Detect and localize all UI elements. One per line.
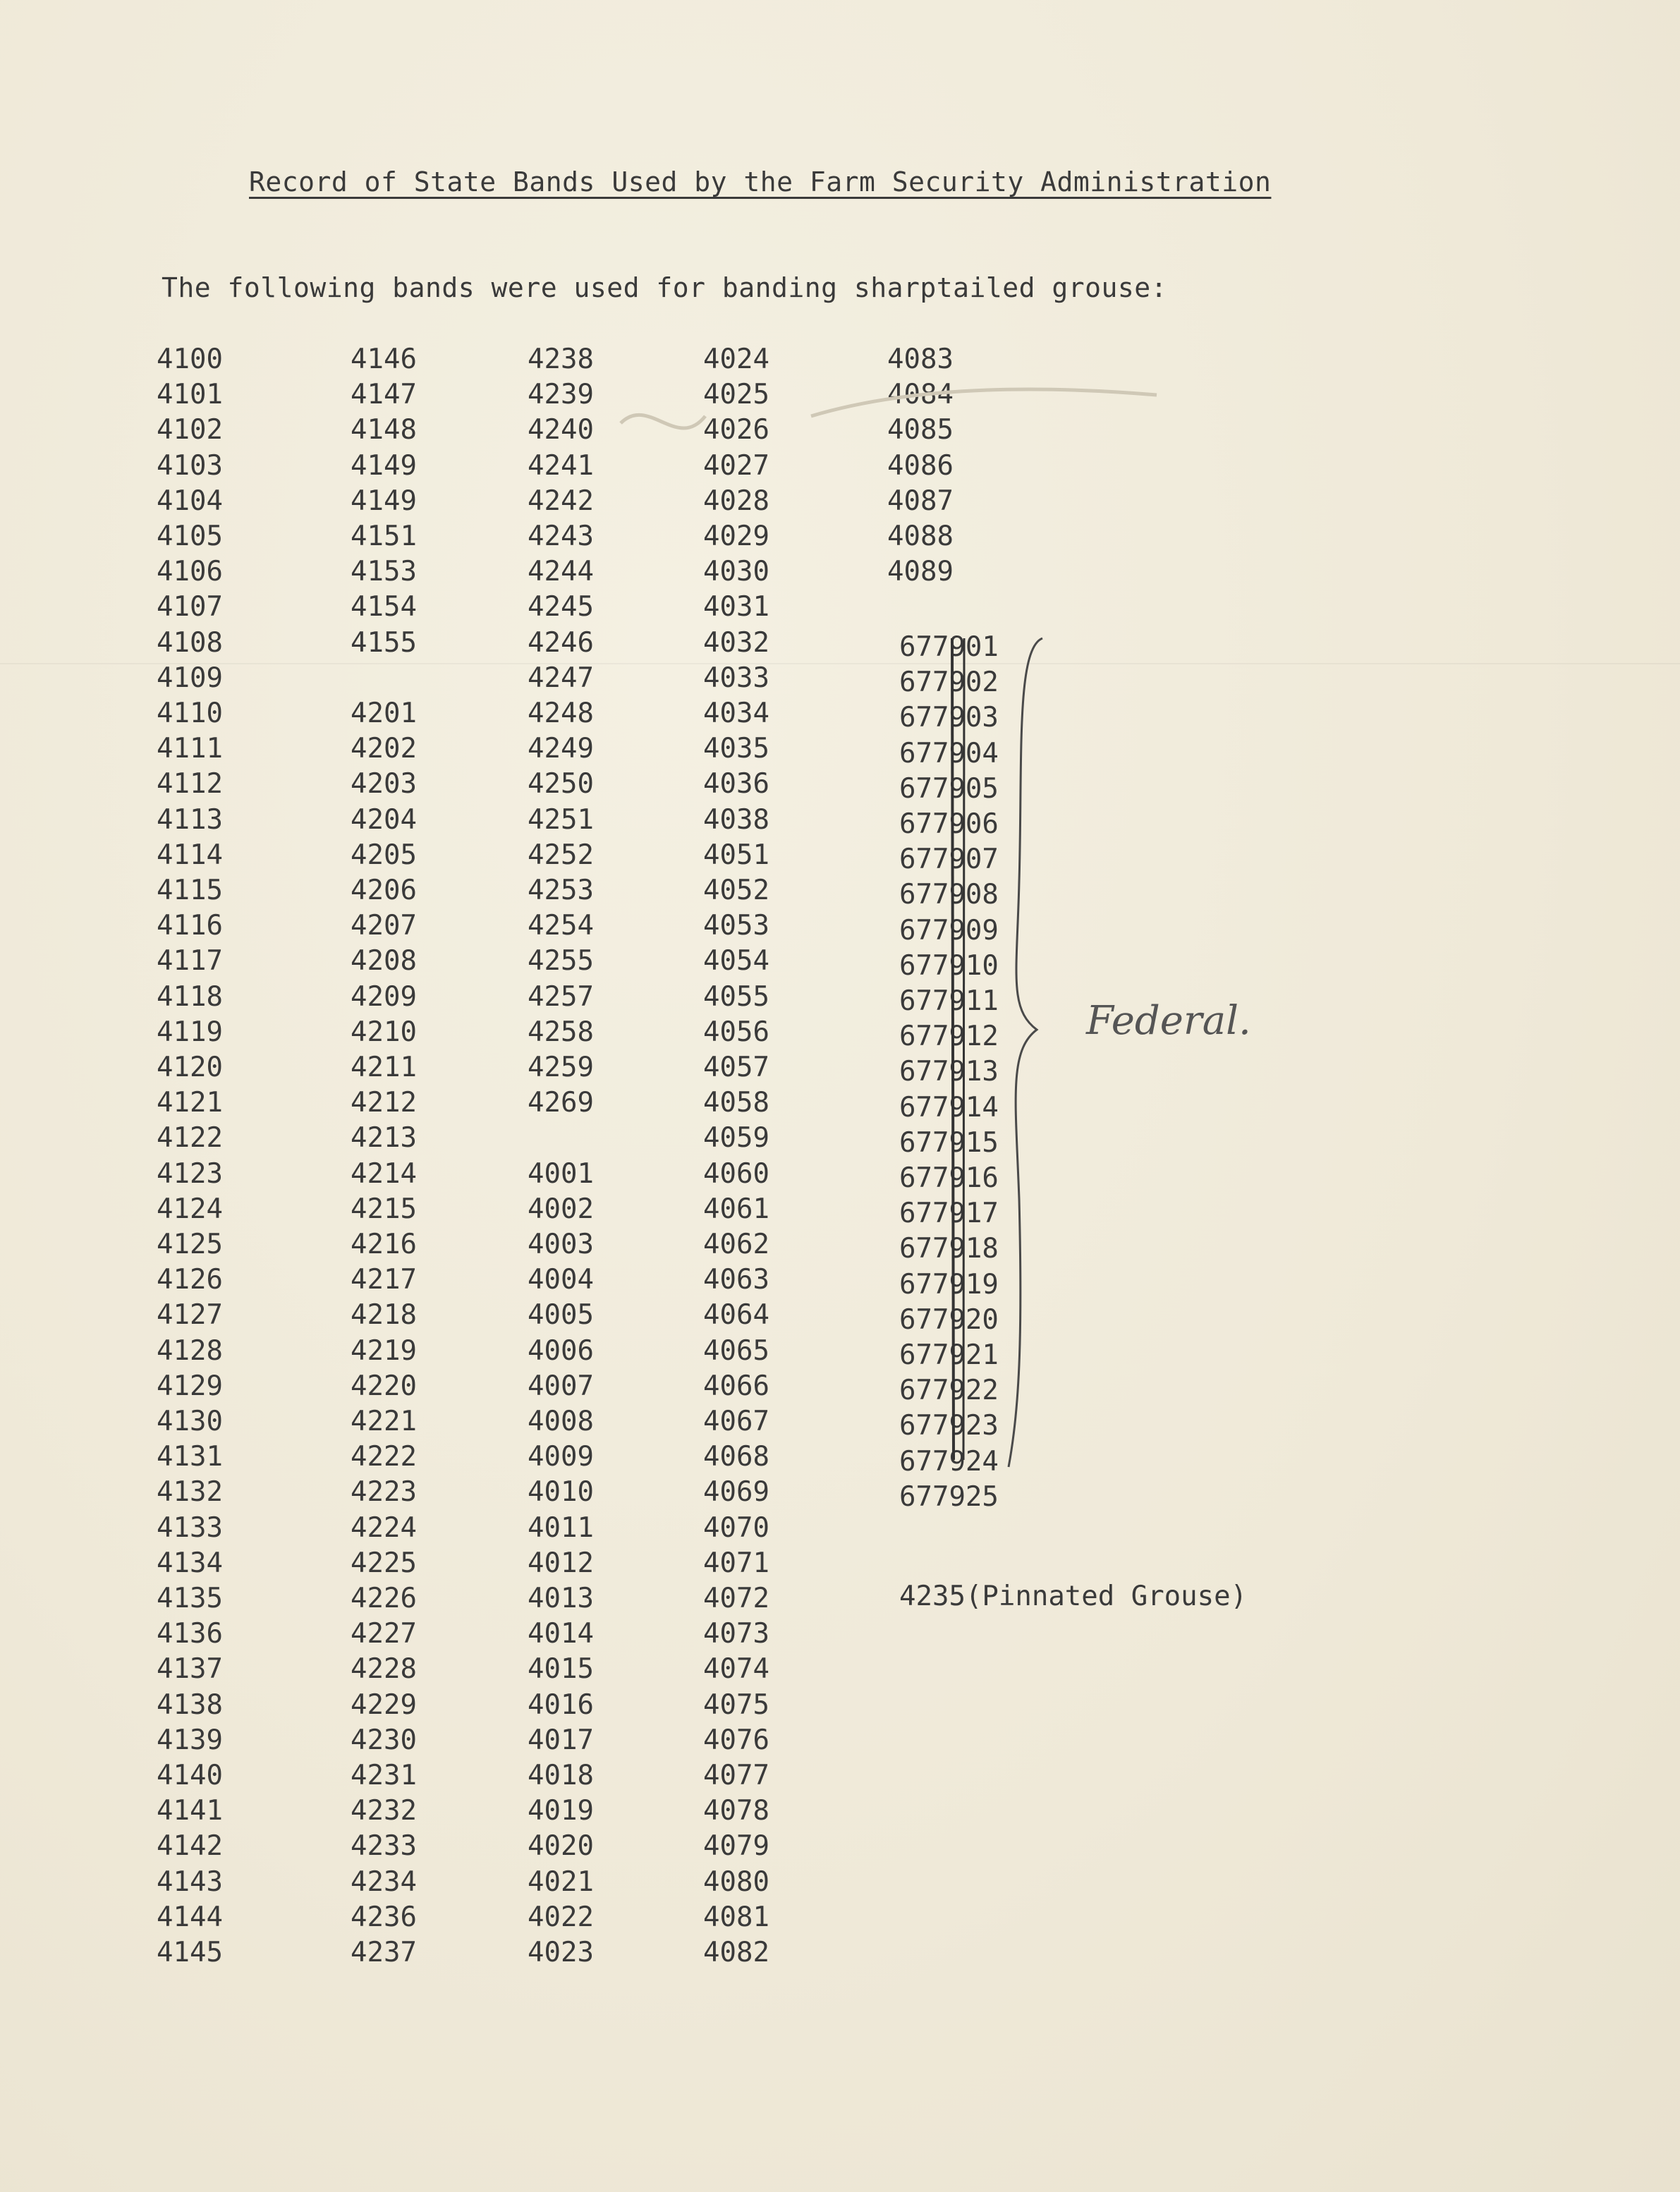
band-number: 4114 (157, 839, 223, 871)
band-number: 4131 (157, 1441, 223, 1473)
band-number: 4222 (351, 1441, 417, 1473)
band-number: 4057 (703, 1052, 769, 1083)
federal-band-number: 677905 (899, 772, 999, 805)
band-number: 4016 (528, 1688, 594, 1721)
band-number: 4149 (351, 449, 417, 482)
band-number: 4227 (351, 1618, 417, 1650)
band-number: 4017 (528, 1724, 594, 1756)
band-number: 4003 (528, 1229, 594, 1260)
band-number: 4110 (157, 698, 223, 729)
band-number: 4137 (157, 1653, 223, 1686)
band-number: 4108 (157, 626, 223, 659)
band-number: 4237 (351, 1937, 417, 1968)
band-number: 4242 (528, 485, 594, 517)
federal-band-number: 677904 (899, 737, 999, 769)
band-number: 4252 (528, 839, 594, 871)
federal-band-number: 677901 (899, 631, 999, 663)
band-number: 4084 (887, 379, 954, 411)
band-number: 4230 (351, 1724, 417, 1756)
band-number: 4202 (351, 733, 417, 765)
band-number: 4116 (157, 910, 223, 942)
band-number: 4112 (157, 768, 223, 800)
band-number: 4005 (528, 1299, 594, 1332)
federal-band-number: 677922 (899, 1375, 999, 1407)
federal-band-number: 677907 (899, 844, 999, 876)
band-number: 4121 (157, 1087, 223, 1119)
band-number: 4220 (351, 1370, 417, 1402)
federal-band-number: 677925 (899, 1480, 999, 1513)
band-number: 4136 (157, 1618, 223, 1650)
band-number: 4077 (703, 1760, 769, 1791)
band-number: 4082 (703, 1937, 769, 1968)
band-number: 4025 (703, 379, 769, 411)
band-number: 4007 (528, 1370, 594, 1402)
band-number: 4083 (887, 343, 954, 375)
band-number: 4074 (703, 1653, 769, 1686)
band-number: 4104 (157, 485, 223, 517)
federal-band-number: 677906 (899, 808, 999, 840)
band-number: 4071 (703, 1547, 769, 1579)
band-number: 4247 (528, 662, 594, 694)
band-number: 4259 (528, 1052, 594, 1083)
band-number: 4139 (157, 1724, 223, 1756)
band-number: 4153 (351, 556, 417, 588)
band-number: 4126 (157, 1264, 223, 1296)
band-number: 4245 (528, 591, 594, 623)
band-number: 4201 (351, 698, 417, 729)
band-number: 4111 (157, 733, 223, 765)
band-number: 4223 (351, 1476, 417, 1509)
band-number: 4248 (528, 698, 594, 729)
federal-band-number: 677914 (899, 1091, 999, 1124)
band-number: 4072 (703, 1583, 769, 1614)
curly-brace-mark (1009, 638, 1042, 1467)
band-number: 4269 (528, 1087, 594, 1119)
federal-band-number: 677921 (899, 1339, 999, 1371)
band-number: 4203 (351, 768, 417, 800)
band-number: 4059 (703, 1122, 769, 1155)
band-number: 4145 (157, 1937, 223, 1968)
band-number: 4205 (351, 839, 417, 871)
band-number: 4125 (157, 1229, 223, 1260)
band-number: 4213 (351, 1122, 417, 1155)
band-number: 4081 (703, 1901, 769, 1933)
band-number: 4053 (703, 910, 769, 942)
band-number: 4127 (157, 1299, 223, 1332)
band-number: 4036 (703, 768, 769, 800)
band-number: 4140 (157, 1760, 223, 1791)
band-number: 4244 (528, 556, 594, 588)
band-number: 4076 (703, 1724, 769, 1756)
band-number: 4232 (351, 1795, 417, 1827)
ghost-writing (621, 389, 1157, 428)
band-number: 4068 (703, 1441, 769, 1473)
federal-band-number: 677908 (899, 879, 999, 911)
band-number: 4135 (157, 1583, 223, 1614)
federal-band-number: 677910 (899, 949, 999, 982)
band-number: 4155 (351, 626, 417, 659)
band-number: 4234 (351, 1865, 417, 1898)
band-number: 4212 (351, 1087, 417, 1119)
band-number: 4219 (351, 1334, 417, 1367)
band-number: 4106 (157, 556, 223, 588)
band-number: 4063 (703, 1264, 769, 1296)
band-number: 4209 (351, 980, 417, 1013)
federal-band-number: 677903 (899, 702, 999, 734)
band-number: 4085 (887, 414, 954, 446)
band-number: 4014 (528, 1618, 594, 1650)
band-number: 4224 (351, 1511, 417, 1544)
band-number: 4100 (157, 343, 223, 375)
band-number: 4211 (351, 1052, 417, 1083)
band-number: 4255 (528, 945, 594, 978)
band-number: 4026 (703, 414, 769, 446)
band-number: 4221 (351, 1406, 417, 1437)
band-number: 4208 (351, 945, 417, 978)
band-number: 4021 (528, 1865, 594, 1898)
band-number: 4138 (157, 1688, 223, 1721)
band-number: 4087 (887, 485, 954, 517)
band-number: 4249 (528, 733, 594, 765)
pencil-strike-line (952, 638, 954, 1460)
band-number: 4218 (351, 1299, 417, 1332)
band-number: 4066 (703, 1370, 769, 1402)
band-number: 4132 (157, 1476, 223, 1509)
band-number: 4024 (703, 343, 769, 375)
band-number: 4073 (703, 1618, 769, 1650)
band-number: 4254 (528, 910, 594, 942)
band-number: 4119 (157, 1016, 223, 1048)
federal-band-number: 677917 (899, 1198, 999, 1230)
band-number: 4015 (528, 1653, 594, 1686)
band-number: 4243 (528, 520, 594, 552)
band-number: 4233 (351, 1830, 417, 1863)
band-number: 4004 (528, 1264, 594, 1296)
pinnated-grouse-band: 4235(Pinnated Grouse) (899, 1581, 1248, 1612)
band-number: 4079 (703, 1830, 769, 1863)
intro-sentence: The following bands were used for banding sharptailed grouse: (162, 272, 1168, 303)
band-number: 4210 (351, 1016, 417, 1048)
band-number: 4018 (528, 1760, 594, 1791)
band-number: 4214 (351, 1157, 417, 1190)
band-number: 4113 (157, 803, 223, 836)
band-number: 4035 (703, 733, 769, 765)
band-number: 4146 (351, 343, 417, 375)
document-title: Record of State Bands Used by the Farm Security Administration (249, 166, 1272, 197)
band-number: 4226 (351, 1583, 417, 1614)
band-number: 4027 (703, 449, 769, 482)
band-number: 4151 (351, 520, 417, 552)
band-number: 4236 (351, 1901, 417, 1933)
band-number: 4105 (157, 520, 223, 552)
band-number: 4207 (351, 910, 417, 942)
band-number: 4031 (703, 591, 769, 623)
band-number: 4239 (528, 379, 594, 411)
band-number: 4013 (528, 1583, 594, 1614)
band-number: 4142 (157, 1830, 223, 1863)
band-number: 4238 (528, 343, 594, 375)
band-number: 4134 (157, 1547, 223, 1579)
band-number: 4034 (703, 698, 769, 729)
band-number: 4029 (703, 520, 769, 552)
band-number: 4141 (157, 1795, 223, 1827)
band-number: 4019 (528, 1795, 594, 1827)
band-number: 4258 (528, 1016, 594, 1048)
band-number: 4118 (157, 980, 223, 1013)
band-number: 4250 (528, 768, 594, 800)
band-number: 4086 (887, 449, 954, 482)
band-number: 4069 (703, 1476, 769, 1509)
band-number: 4144 (157, 1901, 223, 1933)
federal-band-number: 677919 (899, 1268, 999, 1301)
band-number: 4240 (528, 414, 594, 446)
band-number: 4012 (528, 1547, 594, 1579)
band-number: 4002 (528, 1193, 594, 1225)
band-number: 4246 (528, 626, 594, 659)
band-number: 4075 (703, 1688, 769, 1721)
band-number: 4217 (351, 1264, 417, 1296)
band-number: 4229 (351, 1688, 417, 1721)
band-number: 4038 (703, 803, 769, 836)
band-number: 4109 (157, 662, 223, 694)
band-number: 4128 (157, 1334, 223, 1367)
band-number: 4028 (703, 485, 769, 517)
pencil-strike-line-2 (963, 638, 964, 1460)
band-number: 4058 (703, 1087, 769, 1119)
band-number: 4089 (887, 556, 954, 588)
federal-band-number: 677913 (899, 1056, 999, 1088)
band-number: 4228 (351, 1653, 417, 1686)
federal-band-number: 677923 (899, 1410, 999, 1442)
band-number: 4122 (157, 1122, 223, 1155)
band-number: 4216 (351, 1229, 417, 1260)
band-number: 4103 (157, 449, 223, 482)
band-number: 4120 (157, 1052, 223, 1083)
band-number: 4148 (351, 414, 417, 446)
band-number: 4065 (703, 1334, 769, 1367)
federal-band-number: 677918 (899, 1233, 999, 1265)
band-number: 4010 (528, 1476, 594, 1509)
band-number: 4088 (887, 520, 954, 552)
band-number: 4101 (157, 379, 223, 411)
band-number: 4022 (528, 1901, 594, 1933)
band-number: 4052 (703, 875, 769, 906)
band-number: 4064 (703, 1299, 769, 1332)
band-number: 4067 (703, 1406, 769, 1437)
federal-band-number: 677924 (899, 1445, 999, 1478)
band-number: 4215 (351, 1193, 417, 1225)
band-number: 4241 (528, 449, 594, 482)
band-number: 4154 (351, 591, 417, 623)
band-number: 4251 (528, 803, 594, 836)
band-number: 4115 (157, 875, 223, 906)
band-number: 4147 (351, 379, 417, 411)
federal-band-number: 677911 (899, 985, 999, 1017)
federal-band-number: 677912 (899, 1021, 999, 1053)
band-number: 4133 (157, 1511, 223, 1544)
band-number: 4051 (703, 839, 769, 871)
band-number: 4008 (528, 1406, 594, 1437)
band-number: 4107 (157, 591, 223, 623)
band-number: 4124 (157, 1193, 223, 1225)
band-number: 4080 (703, 1865, 769, 1898)
band-number: 4023 (528, 1937, 594, 1968)
band-number: 4009 (528, 1441, 594, 1473)
band-number: 4030 (703, 556, 769, 588)
band-number: 4070 (703, 1511, 769, 1544)
band-number: 4060 (703, 1157, 769, 1190)
band-number: 4020 (528, 1830, 594, 1863)
band-number: 4054 (703, 945, 769, 978)
band-number: 4033 (703, 662, 769, 694)
band-number: 4062 (703, 1229, 769, 1260)
band-number: 4032 (703, 626, 769, 659)
band-number: 4206 (351, 875, 417, 906)
band-number: 4130 (157, 1406, 223, 1437)
band-number: 4061 (703, 1193, 769, 1225)
band-number: 4225 (351, 1547, 417, 1579)
band-number: 4001 (528, 1157, 594, 1190)
band-number: 4204 (351, 803, 417, 836)
band-number: 4143 (157, 1865, 223, 1898)
band-number: 4006 (528, 1334, 594, 1367)
band-number: 4129 (157, 1370, 223, 1402)
federal-band-number: 677916 (899, 1162, 999, 1194)
band-number: 4253 (528, 875, 594, 906)
federal-band-number: 677920 (899, 1303, 999, 1336)
band-number: 4078 (703, 1795, 769, 1827)
band-number: 4102 (157, 414, 223, 446)
federal-handwritten-note: Federal. (1086, 998, 1251, 1044)
band-number: 4056 (703, 1016, 769, 1048)
band-number: 4055 (703, 980, 769, 1013)
band-number: 4123 (157, 1157, 223, 1190)
federal-band-number: 677909 (899, 914, 999, 946)
band-number: 4011 (528, 1511, 594, 1544)
federal-band-number: 677902 (899, 666, 999, 699)
band-number: 4149 (351, 485, 417, 517)
band-number: 4231 (351, 1760, 417, 1791)
federal-band-number: 677915 (899, 1126, 999, 1159)
band-number: 4117 (157, 945, 223, 978)
band-number: 4257 (528, 980, 594, 1013)
